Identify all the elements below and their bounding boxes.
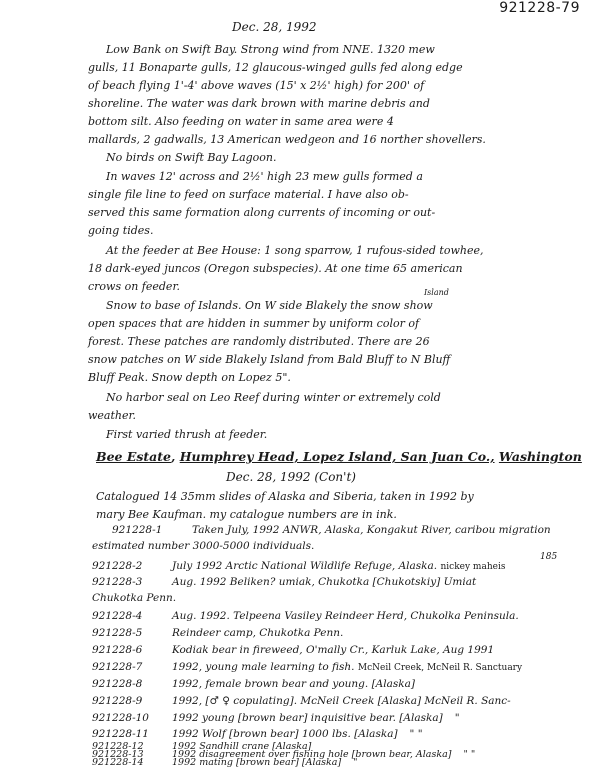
catalogue-desc: 1992 mating [brown bear] [Alaska] — [172, 757, 342, 768]
page-id: 921228-79 — [499, 0, 580, 16]
ditto-mark: " " — [409, 728, 423, 740]
catalogue-desc: Taken July, 1992 ANWR, Alaska, Kongakut River, caribou migration — [192, 524, 551, 536]
catalogue-desc: 1992 disagreement over fishing hole [brown bear, Alaska] — [172, 749, 452, 760]
catalogue-desc: 1992 young [brown bear] inquisitive bear. [Alaska] — [172, 712, 443, 724]
catalogue-desc: Reindeer camp, Chukotka Penn. — [172, 627, 344, 639]
catalogue-row — [92, 576, 476, 589]
catalogue-row — [92, 644, 494, 657]
entry1-line: First varied thrush at feeder. — [106, 428, 268, 441]
entry1-line: Bluff Peak. Snow depth on Lopez 5". — [88, 371, 291, 384]
entry1-line: forest. These patches are randomly distributed. There are 26 — [88, 335, 430, 348]
catalogue-number: 921228-14 — [92, 757, 144, 768]
entry1-line: going tides. — [88, 224, 154, 237]
entry1-line: Snow to base of Islands. On W side Blakely the snow show — [106, 299, 433, 312]
entry2-date: Dec. 28, 1992 (Con't) — [226, 470, 356, 484]
catalogue-desc: 1992 Wolf [brown bear] 1000 lbs. [Alaska] — [172, 728, 398, 740]
ditto-mark: " — [454, 712, 460, 724]
entry1-line: bottom silt. Also feeding on water in same area were 4 — [88, 115, 394, 128]
catalogue-row — [92, 695, 511, 708]
catalogue-number: 921228-12 — [92, 741, 144, 752]
entry1-line: No birds on Swift Bay Lagoon. — [106, 151, 277, 164]
entry1-line: snow patches on W side Blakely Island from Bald Bluff to N Bluff — [88, 353, 451, 366]
catalogue-row — [92, 661, 522, 675]
side-number: 185 — [540, 552, 558, 562]
catalogue-row — [92, 560, 505, 574]
entry2-intro-line: mary Bee Kaufman. my catalogue numbers are in ink. — [96, 508, 397, 521]
heading-state: Washington — [498, 449, 582, 464]
catalogue-row — [112, 524, 551, 537]
catalogue-number: 921228-8 — [92, 678, 143, 690]
catalogue-desc: 1992, female brown bear and young. [Alaska] — [172, 678, 415, 690]
catalogue-number: 921228-9 — [92, 695, 143, 707]
catalogue-desc: 1992, [♂ ♀ copulating]. McNeil Creek [Alaska] McNeil R. Sanc- — [172, 695, 511, 707]
catalogue-desc: July 1992 Arctic National Wildlife Refuge, Alaska. — [172, 560, 438, 572]
insertion-note: Island — [424, 288, 449, 297]
catalogue-desc: 1992 Sandhill crane [Alaska] — [172, 741, 312, 752]
catalogue-row — [92, 712, 460, 725]
catalogue-number: 921228-7 — [92, 661, 143, 673]
entry1-line: crows on feeder. — [88, 280, 180, 293]
entry1-date: Dec. 28, 1992 — [232, 20, 317, 34]
catalogue-row — [92, 610, 519, 623]
catalogue-number: 921228-11 — [92, 728, 149, 740]
catalogue-number: 921228-10 — [92, 712, 149, 724]
catalogue-desc: estimated number 3000-5000 individuals. — [92, 540, 315, 552]
ditto-mark: " — [353, 757, 358, 768]
catalogue-row — [92, 627, 343, 640]
ditto-mark: " " — [463, 749, 476, 760]
entry1-line: served this same formation along currents of incoming or out- — [88, 206, 436, 219]
catalogue-number: 921228-5 — [92, 627, 143, 639]
catalogue-extra: nickey maheis — [440, 562, 506, 572]
entry1-line: Low Bank on Swift Bay. Strong wind from NNE. 1320 mew — [106, 43, 435, 56]
catalogue-number: 921228-2 — [92, 560, 143, 572]
catalogue-row — [92, 756, 358, 769]
entry1-line: open spaces that are hidden in summer by uniform color of — [88, 317, 420, 330]
catalogue-desc: Aug. 1992. Telpeena Vasiley Reindeer Herd, Chukolka Peninsula. — [172, 610, 519, 622]
catalogue-desc: Aug. 1992 Beliken? umiak, Chukotka [Chukotskiy] Umiat — [172, 576, 477, 588]
entry1-line: of beach flying 1'-4' above waves (15' x 2½' high) for 200' of — [88, 79, 425, 92]
entry1-line: shoreline. The water was dark brown with marine debris and — [88, 97, 430, 110]
catalogue-number: 921228-6 — [92, 644, 143, 656]
catalogue-desc: Kodiak bear in fireweed, O'mally Cr., Karluk Lake, Aug 1991 — [172, 644, 495, 656]
entry1-line: gulls, 11 Bonaparte gulls, 12 glaucous-winged gulls fed along edge — [88, 61, 463, 74]
catalogue-number: 921228-1 — [112, 524, 163, 536]
catalogue-extra: McNeil Creek, McNeil R. Sanctuary — [357, 663, 523, 673]
catalogue-number: 921228-13 — [92, 749, 144, 760]
catalogue-row — [92, 678, 415, 691]
catalogue-number: 921228-4 — [92, 610, 143, 622]
catalogue-row — [92, 540, 314, 553]
entry1-line: single file line to feed on surface material. I have also ob- — [88, 188, 409, 201]
catalogue-row — [92, 592, 176, 605]
entry2-intro-line: Catalogued 14 35mm slides of Alaska and Siberia, taken in 1992 by — [96, 490, 474, 503]
catalogue-number: 921228-3 — [92, 576, 143, 588]
entry2-heading: Bee Estate, Humphrey Head, Lopez Island, San Juan Co., Washington — [96, 449, 582, 464]
entry1-line: No harbor seal on Leo Reef during winter or extremely cold — [106, 391, 441, 404]
entry1-line: 18 dark-eyed juncos (Oregon subspecies). At one time 65 american — [88, 262, 463, 275]
heading-estate: Bee Estate — [96, 449, 171, 464]
catalogue-desc: 1992, young male learning to fish. — [172, 661, 355, 673]
entry1-line: In waves 12' across and 2½' high 23 mew gulls formed a — [106, 170, 423, 183]
entry1-line: weather. — [88, 409, 137, 422]
entry1-line: mallards, 2 gadwalls, 13 American wedgeon and 16 norther shovellers. — [88, 133, 486, 146]
catalogue-desc: Chukotka Penn. — [92, 592, 177, 604]
entry1-line: At the feeder at Bee House: 1 song sparrow, 1 rufous-sided towhee, — [106, 244, 484, 257]
heading-place: Humphrey Head, Lopez Island, San Juan Co., — [179, 449, 495, 464]
